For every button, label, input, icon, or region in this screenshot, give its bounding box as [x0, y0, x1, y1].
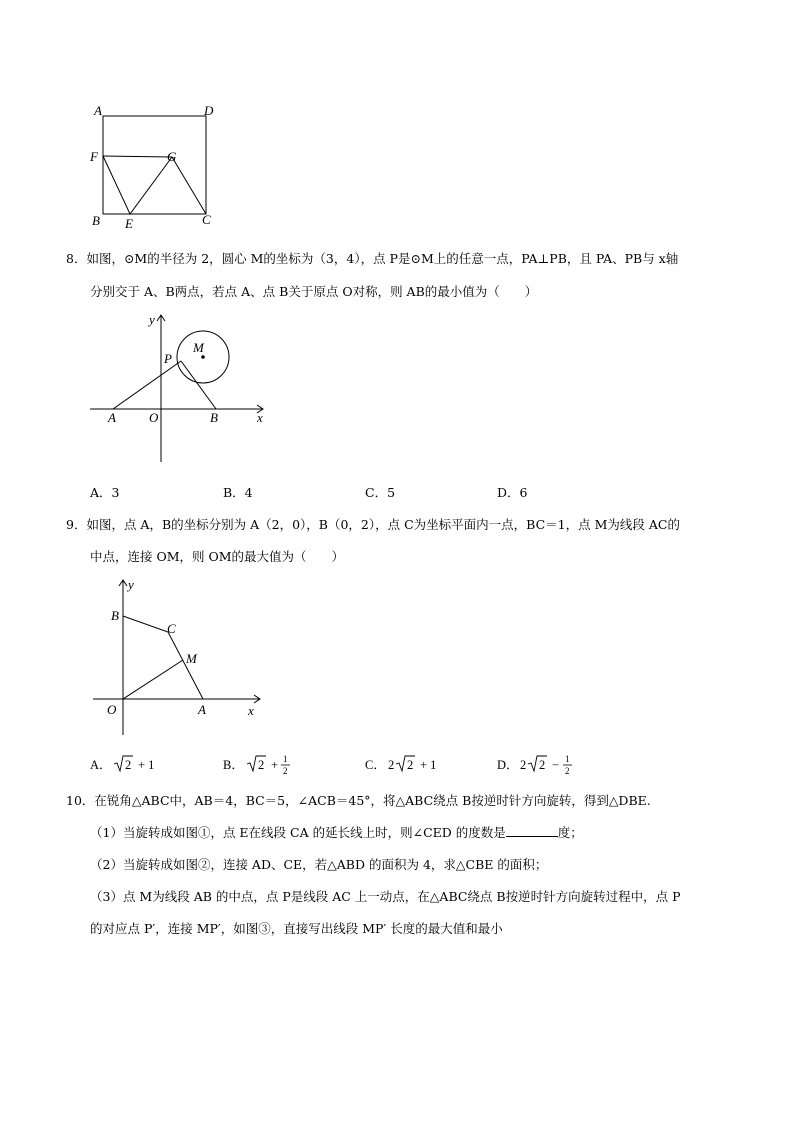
label-A: A — [108, 410, 116, 425]
label-A: A — [198, 702, 206, 717]
answer-blank[interactable] — [506, 824, 558, 837]
label-y: y — [128, 577, 134, 592]
radicand: 2 — [125, 758, 132, 772]
option-label: B． — [223, 758, 244, 772]
coef: 2 — [520, 758, 527, 772]
expr: + — [271, 758, 279, 772]
label-B: B — [210, 410, 218, 425]
option-label: D． — [497, 758, 519, 772]
frac-den: 2 — [283, 766, 288, 776]
circle-figure — [85, 310, 275, 470]
label-P: P — [164, 351, 172, 366]
segment-om — [123, 660, 183, 699]
label-B: B — [92, 213, 100, 228]
label-M: M — [193, 340, 204, 355]
q9-line-1: 9．如图，点 A，B的坐标分别为 A（2，0），B（0，2），点 C为坐标平面内一点，BC＝1，点 M为线段 AC的 — [66, 517, 680, 532]
segment-pa — [113, 361, 181, 409]
radicand: 2 — [258, 758, 265, 772]
coef: 2 — [388, 758, 395, 772]
q8-line-2: 分别交于 A、B两点，若点 A、点 B关于原点 O对称，则 AB的最小值为（ ） — [90, 284, 538, 299]
label-C: C — [167, 621, 176, 636]
q10-part-2: （2）当旋转成如图②，连接 AD、CE，若△ABD 的面积为 4，求△CBE 的面积； — [90, 857, 548, 872]
q8-option-b[interactable]: B．4 — [223, 485, 253, 500]
label-O: O — [149, 410, 159, 425]
label-M: M — [186, 651, 197, 666]
radicand: 2 — [539, 758, 546, 772]
q9-option-b[interactable] — [221, 750, 301, 780]
center-m-dot — [201, 355, 205, 359]
label-E: E — [125, 216, 133, 231]
q10-part-3-line-2: 的对应点 P′，连接 MP′，如图③，直接写出线段 MP′ 长度的最大值和最小 — [90, 921, 503, 936]
q8-option-d[interactable]: D．6 — [497, 485, 528, 500]
expr: + 1 — [138, 758, 155, 772]
frac-num: 1 — [283, 754, 288, 764]
q9-option-c[interactable] — [363, 752, 453, 778]
label-O: O — [107, 702, 117, 717]
label-D: D — [204, 103, 214, 118]
expr: − — [552, 758, 560, 772]
label-G: G — [167, 149, 177, 164]
frac-num: 1 — [565, 754, 570, 764]
option-label: C． — [365, 758, 386, 772]
square-figure — [80, 100, 220, 240]
frac-den: 2 — [565, 766, 570, 776]
q9-option-a[interactable] — [88, 752, 168, 778]
segment-pb — [181, 361, 216, 409]
label-F: F — [90, 149, 98, 164]
square-abcd — [103, 116, 206, 214]
q8-option-c[interactable]: C．5 — [365, 485, 396, 500]
label-B: B — [111, 608, 119, 623]
label-x: x — [248, 703, 254, 718]
label-C: C — [202, 212, 211, 227]
q8-line-1: 8．如图，⊙M的半径为 2，圆心 M的坐标为（3，4），点 P是⊙M上的任意一点，PA⊥PB，且 PA、PB与 x轴 — [66, 251, 679, 266]
q9-option-d[interactable] — [495, 750, 585, 780]
label-A: A — [94, 103, 102, 118]
q10-part-1 — [90, 824, 583, 842]
zigzag-f-e-g-c — [103, 156, 206, 214]
q9-line-2: 中点，连接 OM，则 OM的最大值为（ ） — [90, 549, 345, 564]
option-label: A． — [90, 758, 112, 772]
q10-part-1-unit: 度； — [557, 825, 583, 840]
q10-line-1: 10．在锐角△ABC中，AB＝4，BC＝5，∠ACB＝45°，将△ABC绕点 B按逆时针方向旋转，得到△DBE. — [66, 793, 651, 808]
coordinate-figure — [90, 575, 270, 740]
segment-fg — [103, 156, 172, 157]
expr: + 1 — [420, 758, 437, 772]
label-y: y — [149, 312, 155, 327]
q10-part-3-line-1: （3）点 M为线段 AB 的中点，点 P是线段 AC 上一动点，在△ABC绕点 B按逆时针方向旋转过程中，点 P — [90, 889, 681, 904]
label-x: x — [257, 410, 263, 425]
q10-part-1-text: （1）当旋转成如图①，点 E在线段 CA 的延长线上时，则∠CED 的度数是 — [90, 825, 506, 840]
radicand: 2 — [407, 758, 414, 772]
q8-option-a[interactable]: A．3 — [90, 485, 120, 500]
